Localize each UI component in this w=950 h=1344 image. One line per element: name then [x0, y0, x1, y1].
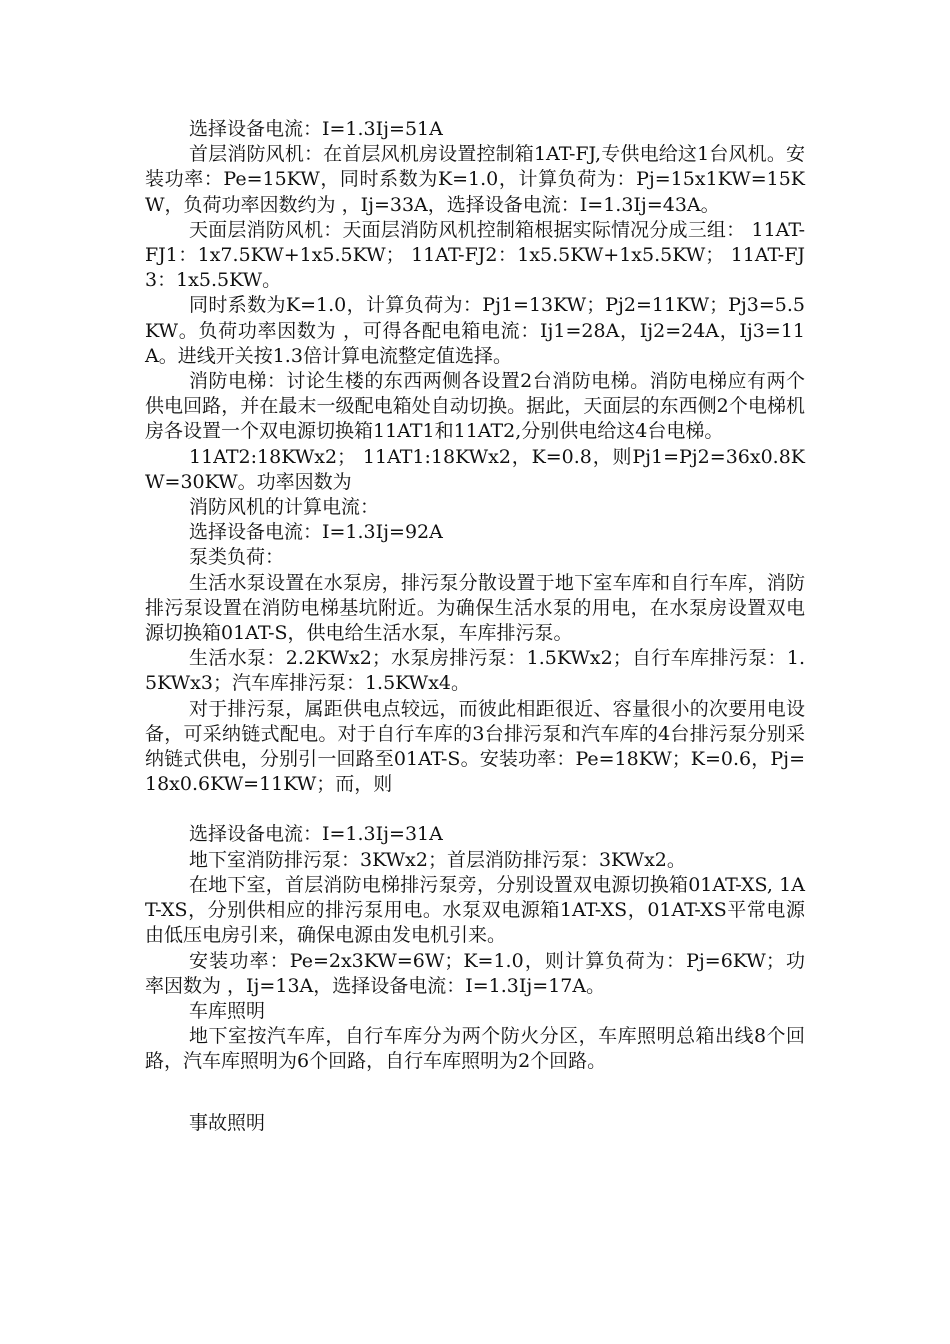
paragraph-fire-sewage-pumps: 地下室消防排污泵：3KWx2；首层消防排污泵：3KWx2。 [189, 848, 686, 871]
paragraph-gap-large [145, 1075, 805, 1111]
paragraph-gap [145, 797, 805, 822]
paragraph-fire-elevator: 消防电梯：讨论生楼的东西两侧各设置2台消防电梯。消防电梯应有两个供电回路，并在最末一级配电箱处自动切换。据此，天面层的东西侧2个电梯机房各设置一个双电源切换箱11AT1和11AT2,分别供电给这4台电梯。 [145, 370, 805, 443]
paragraph-current-selection-3: 选择设备电流：I=1.3Ij=31A [189, 823, 443, 846]
paragraph-ground-floor-fan: 首层消防风机：在首层风机房设置控制箱1AT-FJ,专供电给这1台风机。安装功率：Pe=15KW，同时系数为K=1.0，计算负荷为：Pj=15x1KW=15KW，负荷功率因数约为 ，Ij=33A，选择设备电流：I=1.3Ij=43A。 [145, 143, 805, 216]
paragraph-pump-load-heading: 泵类负荷： [189, 546, 285, 569]
paragraph-pump-ratings: 生活水泵：2.2KWx2；水泵房排污泵：1.5KWx2；自行车库排污泵：1.5KWx3；汽车库排污泵：1.5KWx4。 [145, 647, 805, 695]
paragraph-roof-fan-groups: 天面层消防风机：天面层消防风机控制箱根据实际情况分成三组： 11AT-FJ1：1x7.5KW+1x5.5KW； 11AT-FJ2：1x5.5KW+1x5.5KW； 11AT-FJ3：1x5.5KW。 [145, 218, 805, 292]
paragraph-emergency-lighting-heading: 事故照明 [189, 1111, 266, 1134]
paragraph-dual-power-boxes: 在地下室，首层消防电梯排污泵旁，分别设置双电源切换箱01AT-XS, 1AT-XS，分别供相应的排污泵用电。水泵双电源箱1AT-XS，01AT-XS平常电源由低压电房引来，确保电源由发电机引来。 [145, 873, 805, 947]
paragraph-fan-current-heading: 消防风机的计算电流： [189, 496, 380, 519]
paragraph-roof-fan-load: 同时系数为K=1.0，计算负荷为：Pj1=13KW；Pj2=11KW；Pj3=5.5KW。负荷功率因数为 ，可得各配电箱电流：Ij1=28A，Ij2=24A，Ij3=11A。进线开关按1.3倍计算电流整定值选择。 [145, 294, 805, 367]
paragraph-current-selection-1: 选择设备电流：I=1.3Ij=51A [189, 118, 443, 140]
document-body [145, 117, 805, 1136]
paragraph-water-pump-setup: 生活水泵设置在水泵房，排污泵分散设置于地下室车库和自行车库，消防排污泵设置在消防电梯基坑附近。为确保生活水泵的用电，在水泵房设置双电源切换箱01AT-S，供电给生活水泵，车库排污泵。 [145, 571, 805, 645]
paragraph-garage-lighting-heading: 车库照明 [189, 999, 266, 1022]
paragraph-garage-lighting: 地下室按汽车库，自行车库分为两个防火分区，车库照明总箱出线8个回路，汽车库照明为6个回路，自行车库照明为2个回路。 [145, 1025, 805, 1073]
paragraph-current-selection-2: 选择设备电流：I=1.3Ij=92A [189, 521, 443, 544]
paragraph-installed-power: 安装功率：Pe=2x3KW=6W；K=1.0，则计算负荷为：Pj=6KW；功率因数为 ，Ij=13A，选择设备电流：I=1.3Ij=17A。 [145, 949, 805, 997]
paragraph-sewage-pump-chain: 对于排污泵，属距供电点较远，而彼此相距很近、容量很小的次要用电设备，可采纳链式配电。对于自行车库的3台排污泵和汽车库的4台排污泵分别采纳链式供电，分别引一回路至01AT-S。安装功率：Pe=18KW；K=0.6，Pj=18x0.6KW=11KW；而，则 [145, 697, 805, 796]
paragraph-elevator-load: 11AT2:18KWx2； 11AT1:18KWx2，K=0.8，则Pj1=Pj2=36x0.8KW=30KW。功率因数为 [145, 445, 805, 493]
